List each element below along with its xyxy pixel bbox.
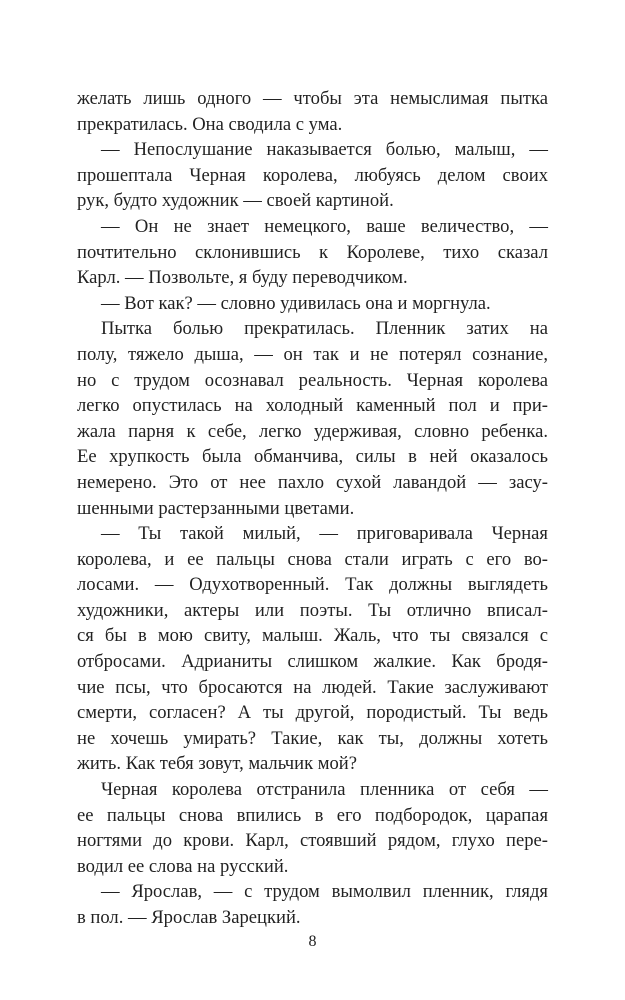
text-line: но с трудом осознавал реальность. Черная королева — [77, 369, 548, 391]
text-line: прошептала Черная королева, любуясь делом своих — [77, 164, 548, 186]
text-line: смерти, согласен? А ты другой, породистый. Ты ведь — [77, 702, 548, 724]
text-line: Пытка болью прекратилась. Пленник затих на — [101, 318, 548, 340]
text-line: — Ты такой милый, — приговаривала Черная — [101, 523, 548, 545]
text-line: жала парня к себе, легко удерживая, словно ребенка. — [77, 420, 548, 442]
text-line: в пол. — Ярослав Зарецкий. — [77, 907, 301, 928]
text-line: рук, будто художник — своей картиной. — [77, 190, 394, 212]
text-line: художники, актеры или поэты. Ты отлично вписал- — [77, 599, 548, 621]
text-line: — Он не знает немецкого, ваше величество, — — [101, 215, 548, 237]
text-line: — Непослушание наказывается болью, малыш, — — [101, 139, 548, 161]
text-line: Карл. — Позвольте, я буду переводчиком. — [77, 267, 408, 289]
text-line: желать лишь одного — чтобы эта немыслимая пытка — [77, 88, 548, 109]
text-line: водил ее слова на русский. — [77, 855, 289, 877]
text-line: Ее хрупкость была обманчива, силы в ней оказалось — [77, 446, 548, 468]
text-line: полу, тяжело дыша, — он так и не потерял сознание, — [77, 343, 548, 365]
text-line: ся бы в мою свиту, малыш. Жаль, что ты связался с — [77, 625, 548, 647]
text-line: почтительно склонившись к Королеве, тихо сказал — [77, 241, 548, 263]
text-line: королева, и ее пальцы снова стали играть с его во- — [77, 548, 548, 570]
text-line: шенными растерзанными цветами. — [77, 497, 355, 519]
text-line: легко опустилась на холодный каменный пол и при- — [77, 395, 548, 417]
text-line: ногтями до крови. Карл, стоявший рядом, глухо пере- — [77, 830, 548, 852]
text-line: не хочешь умирать? Такие, как ты, должны хотеть — [77, 727, 548, 749]
text-line: — Вот как? — словно удивилась она и моргнула. — [101, 292, 491, 314]
text-line: ее пальцы снова впились в его подбородок, царапая — [77, 804, 548, 826]
page-number: 8 — [308, 933, 317, 950]
text-line: отбросами. Адрианиты слишком жалкие. Как бродя- — [77, 651, 548, 673]
text-line: Черная королева отстранила пленника от себя — — [101, 779, 548, 801]
text-line: чие псы, что бросаются на людей. Такие заслуживают — [77, 676, 548, 698]
text-line: жить. Как тебя зовут, мальчик мой? — [77, 753, 358, 775]
text-line: прекратилась. Она сводила с ума. — [77, 113, 343, 135]
text-line: немерено. Это от нее пахло сухой лавандой — засу- — [77, 471, 548, 493]
text-line: лосами. — Одухотворенный. Так должны выглядеть — [77, 574, 548, 596]
page-text — [77, 86, 548, 931]
text-line: — Ярослав, — с трудом вымолвил пленник, глядя — [101, 881, 548, 903]
